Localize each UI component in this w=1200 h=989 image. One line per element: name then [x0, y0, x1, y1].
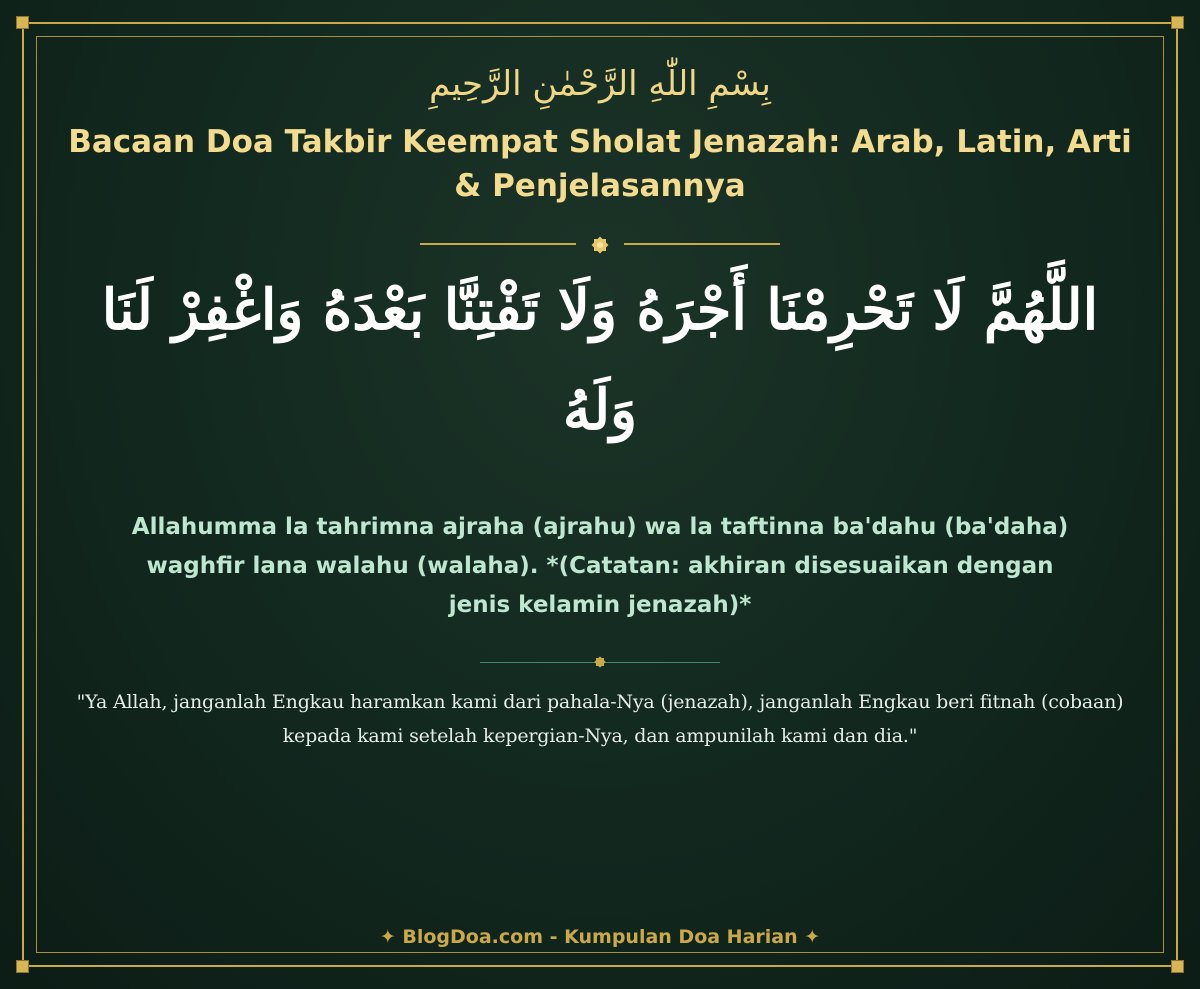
divider-line-left [420, 243, 576, 245]
prayer-arabic-text: اللَّهُمَّ لَا تَحْرِمْنَا أَجْرَهُ وَلَا تَفْتِنَّا بَعْدَهُ وَاغْفِرْ لَنَا وَلَهُ [101, 277, 1099, 443]
card-content [60, 52, 1140, 753]
small-star-icon [593, 655, 607, 669]
corner-ornament-icon [1171, 960, 1184, 973]
footer-credit: ✦ BlogDoa.com - Kumpulan Doa Harian ✦ [379, 926, 821, 948]
eight-point-star-icon [589, 234, 611, 256]
page-title: Bacaan Doa Takbir Keempat Sholat Jenazah: Arab, Latin, Arti & Penjelasannya [68, 124, 1132, 204]
bismillah-text: بِسْمِ اللّٰهِ الرَّحْمٰنِ الرَّحِيمِ [429, 64, 771, 104]
corner-ornament-icon [16, 960, 29, 973]
prayer-translation-text: "Ya Allah, janganlah Engkau haramkan kami dari pahala-Nya (jenazah), janganlah Engkau beri fitnah (cobaan) kepada kami setelah kepergian-Nya, dan ampunilah kami dan dia." [76, 691, 1124, 747]
corner-ornament-icon [1171, 16, 1184, 29]
corner-ornament-icon [16, 16, 29, 29]
divider-line-right [624, 243, 780, 245]
prayer-latin-text: Allahumma la tahrimna ajraha (ajrahu) wa la taftinna ba'dahu (ba'daha) waghfir lana walahu (walaha). *(Catatan: akhiran disesuaikan dengan jenis kelamin jenazah)* [131, 514, 1069, 618]
middle-divider [60, 655, 1140, 671]
top-divider [60, 232, 1140, 256]
